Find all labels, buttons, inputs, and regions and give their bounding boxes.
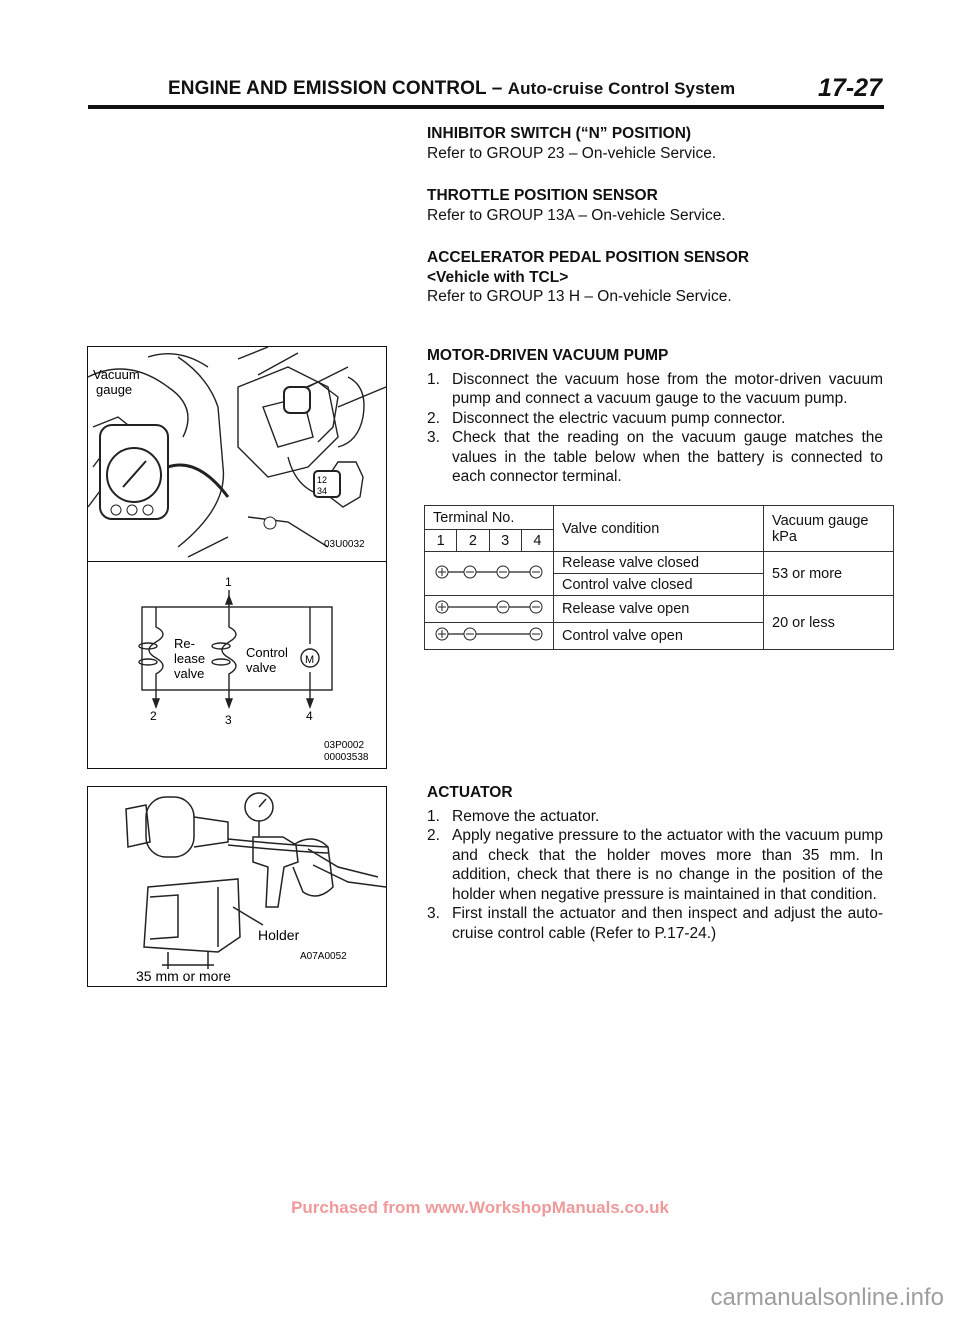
inhibitor-heading: INHIBITOR SWITCH (“N” POSITION) xyxy=(427,125,692,142)
motor-label: M xyxy=(305,654,315,666)
section-accelerator xyxy=(427,248,883,307)
section-actuator xyxy=(427,783,883,943)
page-number: 17-27 xyxy=(818,74,882,102)
valve-header: Valve condition xyxy=(554,506,764,552)
actuator-step: 1. Remove the actuator. xyxy=(427,807,600,825)
figure-vacuum-pump xyxy=(87,346,387,564)
gauge-cell: 53 or more xyxy=(764,552,894,596)
actuator-step: 2. Apply negative pressure to the actuator with the vacuum pump and check that the holder moves more than 35 mm. In addition, check that there is no change in the position of the holder when negative pressure is maintained in that condition. xyxy=(427,827,883,903)
gauge-cell: 20 or less xyxy=(764,596,894,650)
valve-cell: Release valve open xyxy=(554,596,764,623)
vacuum-label: Vacuum xyxy=(93,367,140,382)
inhibitor-text: Refer to GROUP 23 – On-vehicle Service. xyxy=(427,144,717,162)
throttle-text: Refer to GROUP 13A – On-vehicle Service. xyxy=(427,206,726,224)
connection-diagram xyxy=(433,557,545,587)
figure-code: A07A0052 xyxy=(300,951,347,962)
pump-steps xyxy=(427,370,883,487)
svg-text:lease: lease xyxy=(174,651,206,666)
figure-valve-schematic xyxy=(87,561,387,769)
figure-actuator xyxy=(87,786,387,987)
svg-text:34: 34 xyxy=(317,486,328,496)
terminal-2-label: 2 xyxy=(150,709,157,723)
terminal-header: Terminal No. xyxy=(425,506,554,530)
valve-cell: Release valve closed xyxy=(554,552,764,574)
terminal-1-label: 1 xyxy=(225,575,232,589)
figure-code: 03U0032 xyxy=(324,539,365,550)
svg-text:12: 12 xyxy=(317,475,328,485)
header-title: ENGINE AND EMISSION CONTROL – xyxy=(168,78,503,99)
holder-label: Holder xyxy=(258,927,300,943)
valve-schematic-diagram xyxy=(88,562,386,768)
gauge-label: gauge xyxy=(96,382,133,397)
throttle-heading: THROTTLE POSITION SENSOR xyxy=(427,187,658,204)
page-header xyxy=(168,78,735,100)
connection-row3 xyxy=(425,596,554,623)
actuator-illustration xyxy=(88,787,386,986)
svg-text:valve: valve xyxy=(174,666,205,681)
valve-cell: Control valve open xyxy=(554,623,764,650)
pump-step: 2. Disconnect the electric vacuum pump connector. xyxy=(427,409,786,427)
figure-code-1: 03P0002 xyxy=(324,740,365,751)
connection-diagram xyxy=(433,598,545,616)
vacuum-pump-illustration xyxy=(88,347,386,563)
actuator-heading: ACTUATOR xyxy=(427,784,513,801)
terminal-num: 1 xyxy=(425,530,457,552)
valve-cell: Control valve closed xyxy=(554,574,764,596)
section-inhibitor xyxy=(427,124,883,163)
pump-step: 1. Disconnect the vacuum hose from the motor-driven vacuum pump and connect a vacuum gauge to the vacuum pump. xyxy=(427,370,883,407)
accelerator-sub: <Vehicle with TCL> xyxy=(427,268,569,286)
terminal-num: 2 xyxy=(457,530,489,552)
accelerator-text: Refer to GROUP 13 H – On-vehicle Service. xyxy=(427,288,732,305)
terminal-3-label: 3 xyxy=(225,713,232,727)
pump-step: 3. Check that the reading on the vacuum gauge matches the values in the table below when the battery is connected to each connector terminal. xyxy=(427,429,883,485)
figure-code-2: 00003538 xyxy=(324,752,369,763)
section-pump xyxy=(427,346,883,487)
pump-heading: MOTOR-DRIVEN VACUUM PUMP xyxy=(427,347,669,364)
terminal-num: 3 xyxy=(489,530,521,552)
site-watermark: carmanualsonline.info xyxy=(710,1284,944,1311)
pump-check-table xyxy=(424,505,894,650)
header-subtitle: Auto-cruise Control System xyxy=(507,79,736,98)
connection-row1 xyxy=(425,552,554,596)
actuator-step: 3. First install the actuator and then inspect and adjust the auto-cruise control cable (Refer to P.17-24.) xyxy=(427,905,883,942)
purchased-watermark: Purchased from www.WorkshopManuals.co.uk xyxy=(291,1198,669,1217)
section-throttle xyxy=(427,186,883,225)
svg-text:valve: valve xyxy=(246,660,277,675)
terminal-4-label: 4 xyxy=(306,709,313,723)
connection-diagram xyxy=(433,625,545,643)
actuator-steps xyxy=(427,807,883,944)
terminal-num: 4 xyxy=(521,530,553,552)
accelerator-heading: ACCELERATOR PEDAL POSITION SENSOR xyxy=(427,249,750,266)
gauge-header: Vacuum gauge kPa xyxy=(764,506,894,552)
dimension-label: 35 mm or more xyxy=(136,968,231,984)
header-rule xyxy=(88,105,884,109)
svg-text:Re-: Re- xyxy=(174,636,195,651)
connection-row4 xyxy=(425,623,554,650)
svg-text:Control: Control xyxy=(246,645,288,660)
